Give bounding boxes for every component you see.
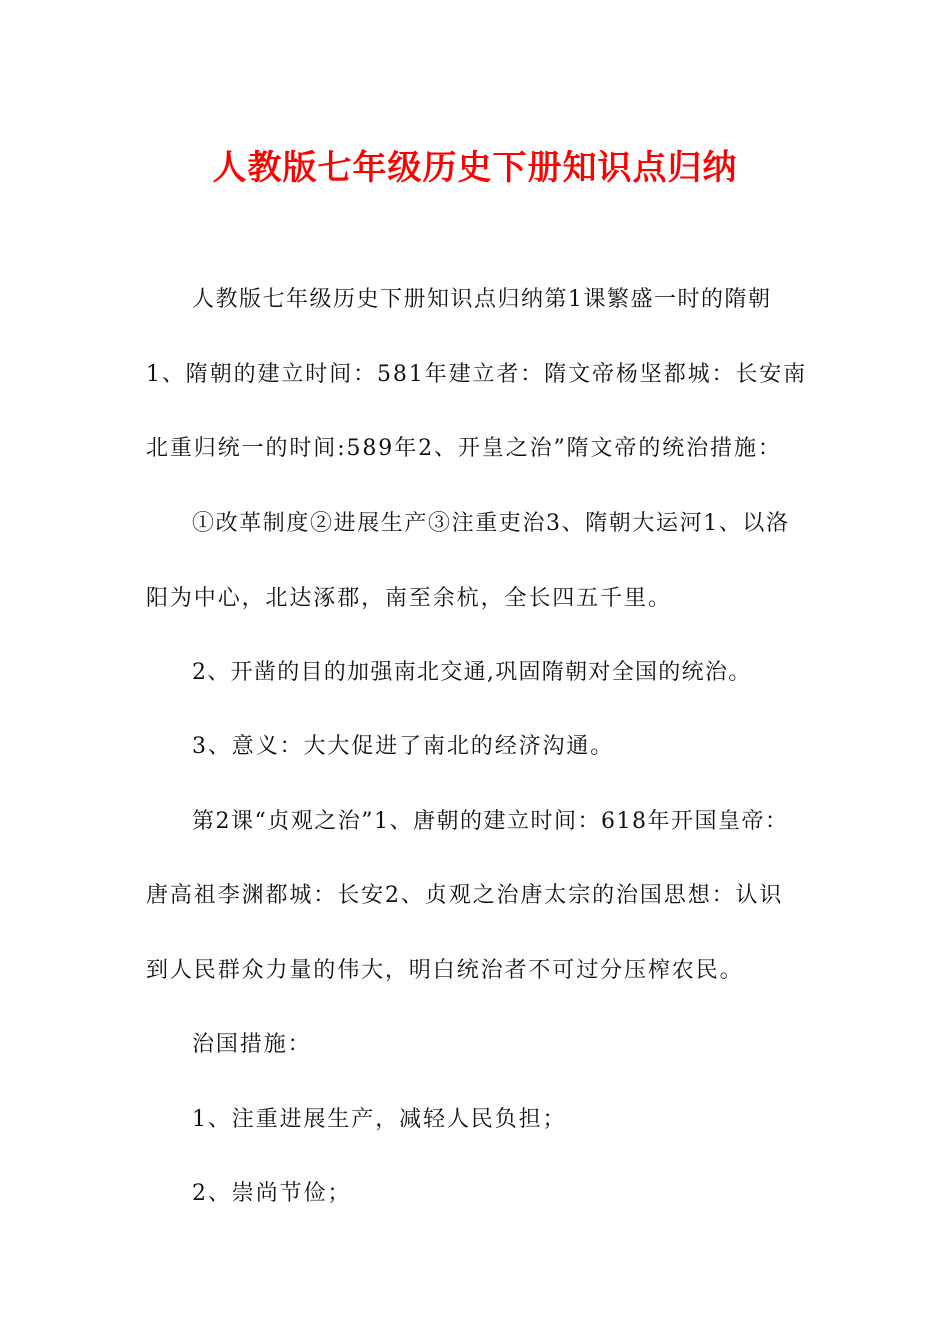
paragraph-line: 到人民群众力量的伟大，明白统治者不可过分压榨农民。	[146, 958, 744, 983]
paragraph-line: 第2课“贞观之治”1、唐朝的建立时间：618年开国皇帝：	[192, 809, 789, 834]
paragraph-line: 1、隋朝的建立时间：581年建立者：隋文帝杨坚都城：长安南	[146, 362, 808, 387]
paragraph-line: 唐高祖李渊都城：长安2、贞观之治唐太宗的治国思想：认识	[146, 883, 784, 908]
paragraph-line: 人教版七年级历史下册知识点归纳第1课繁盛一时的隋朝	[192, 287, 772, 312]
paragraph-line: 2、开凿的目的加强南北交通,巩固隋朝对全国的统治。	[192, 660, 752, 685]
paragraph-line: 3、意义：大大促进了南北的经济沟通。	[192, 734, 615, 759]
paragraph-line: 北重归统一的时间:589年2、开皇之治”隋文帝的统治措施：	[146, 436, 782, 461]
document-title: 人教版七年级历史下册知识点归纳	[212, 148, 738, 188]
paragraph-line: 2、崇尚节俭；	[192, 1181, 352, 1206]
paragraph-line: ①改革制度②进展生产③注重吏治3、隋朝大运河1、以洛	[192, 511, 790, 536]
paragraph-line: 1、注重进展生产，减轻人民负担；	[192, 1107, 567, 1132]
paragraph-line: 阳为中心，北达涿郡，南至余杭，全长四五千里。	[146, 586, 672, 611]
paragraph-line: 治国措施：	[192, 1032, 312, 1057]
